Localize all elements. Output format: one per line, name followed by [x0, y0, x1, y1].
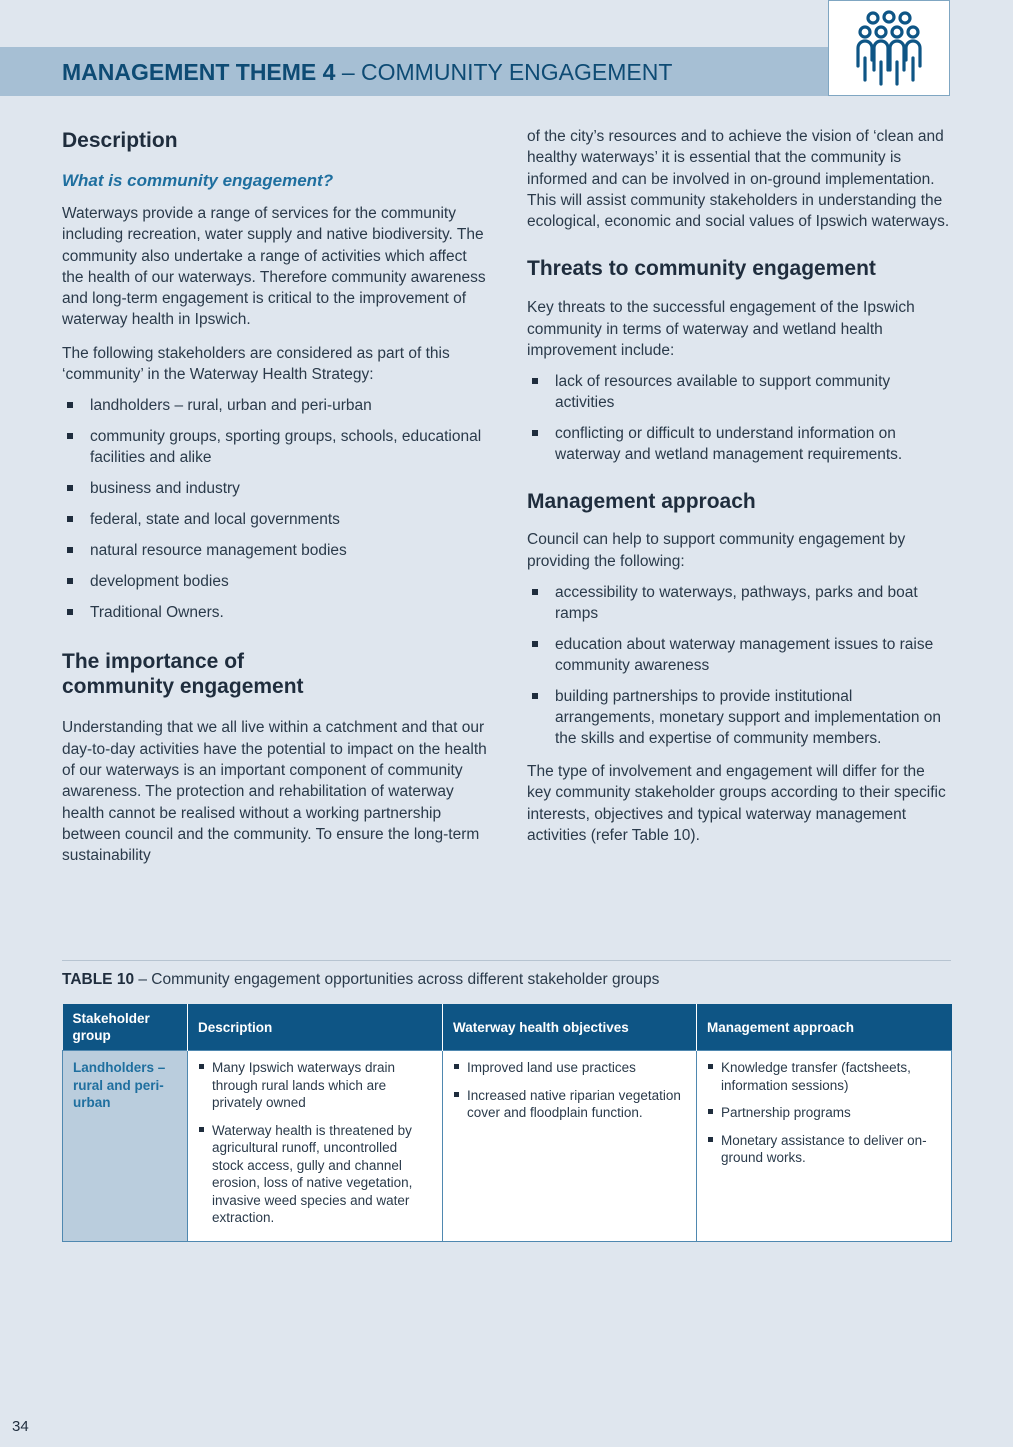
list-item: business and industry — [62, 478, 487, 499]
approach-outro: The type of involvement and engagement will differ for the key community stakeholder groups according to their specific interests, objectives and typical waterway management activities (refer Table 10). — [527, 762, 946, 844]
column-header: Description — [188, 1004, 443, 1051]
column-header: Management approach — [697, 1004, 952, 1051]
description-heading: Description — [62, 129, 178, 152]
theme-label: MANAGEMENT THEME 4 — [62, 59, 336, 85]
table-row — [63, 1051, 952, 1242]
list-item: building partnerships to provide institutional arrangements, monetary support and implementation on the skills and expertise of community members. — [527, 686, 952, 749]
list-item: Improved land use practices — [453, 1059, 686, 1077]
importance-heading-line1: The importance of — [62, 650, 245, 674]
list-item: community groups, sporting groups, schools, educational facilities and alike — [62, 426, 487, 468]
list-item: education about waterway management issues to raise community awareness — [527, 634, 952, 676]
page-number: 34 — [12, 1418, 29, 1435]
list-item: Partnership programs — [707, 1104, 941, 1122]
theme-icon-box — [828, 0, 950, 96]
page-title — [62, 58, 672, 86]
theme-name: – COMMUNITY ENGAGEMENT — [335, 59, 673, 85]
threats-list — [527, 371, 952, 465]
column-header: Stakeholder group — [63, 1004, 188, 1051]
list-item: federal, state and local governments — [62, 509, 487, 530]
list-item: Monetary assistance to deliver on-ground works. — [707, 1132, 941, 1167]
table-caption-text: – Community engagement opportunities across different stakeholder groups — [134, 971, 660, 988]
list-item: accessibility to waterways, pathways, parks and boat ramps — [527, 582, 952, 624]
description-cell — [188, 1051, 443, 1242]
list-item: landholders – rural, urban and peri-urban — [62, 395, 487, 416]
objectives-cell — [443, 1051, 697, 1242]
list-item: development bodies — [62, 571, 487, 592]
list-item: natural resource management bodies — [62, 540, 487, 561]
right-column — [527, 126, 952, 846]
community-people-icon — [854, 8, 924, 88]
importance-heading-line2: community engagement — [62, 675, 304, 699]
approach-heading: Management approach — [527, 490, 756, 514]
stakeholders-intro: The following stakeholders are considered as part of this ‘community’ in the Waterway Health Strategy: — [62, 344, 450, 384]
threats-intro: Key threats to the successful engagement of the Ipswich community in terms of waterway and wetland health improvement include: — [527, 299, 915, 360]
continued-paragraph: of the city’s resources and to achieve the vision of ‘clean and healthy waterways’ it is essential that the community is informed and can be involved in on-ground implementation. This will assist community stakeholders in understanding the ecological, economic and social values of Ipswich waterways. — [527, 128, 950, 231]
list-item: Many Ipswich waterways drain through rural lands which are privately owned — [198, 1059, 432, 1112]
intro-paragraph: Waterways provide a range of services for the community including recreation, water supply and native biodiversity. The community also undertake a range of activities which affect the health of our waterways. Therefore community awareness and long-term engagement is critical to the improvement of waterway health in Ipswich. — [62, 205, 486, 329]
stakeholder-group-cell: Landholders – rural and peri-urban — [63, 1051, 188, 1242]
what-is-heading: What is community engagement? — [62, 171, 334, 190]
list-item: Knowledge transfer (factsheets, information sessions) — [707, 1059, 941, 1094]
left-column — [62, 120, 487, 866]
importance-heading — [62, 649, 487, 699]
list-item: conflicting or difficult to understand information on waterway and wetland management requirements. — [527, 423, 952, 465]
table-divider — [62, 960, 951, 961]
approach-intro: Council can help to support community engagement by providing the following: — [527, 531, 906, 570]
stakeholder-list — [62, 395, 487, 623]
list-item: Waterway health is threatened by agricultural runoff, uncontrolled stock access, gully and channel erosion, loss of native vegetation, invasive weed species and water extraction. — [198, 1122, 432, 1227]
table-header-row — [63, 1004, 952, 1051]
threats-heading: Threats to community engagement — [527, 257, 876, 281]
approach-cell — [697, 1051, 952, 1242]
column-header: Waterway health objectives — [443, 1004, 697, 1051]
table-caption — [62, 969, 659, 990]
list-item: Increased native riparian vegetation cover and floodplain function. — [453, 1087, 686, 1122]
list-item: Traditional Owners. — [62, 602, 487, 623]
approach-list — [527, 582, 952, 749]
engagement-table — [62, 1004, 952, 1242]
table-number: TABLE 10 — [62, 971, 135, 988]
list-item: lack of resources available to support community activities — [527, 371, 952, 413]
importance-paragraph: Understanding that we all live within a catchment and that our day-to-day activities have the potential to impact on the health of our waterways is an important component of community awareness. The protection and rehabilitation of waterway health cannot be realised without a working partnership between council and the community. To ensure the long-term sustainability — [62, 719, 487, 865]
